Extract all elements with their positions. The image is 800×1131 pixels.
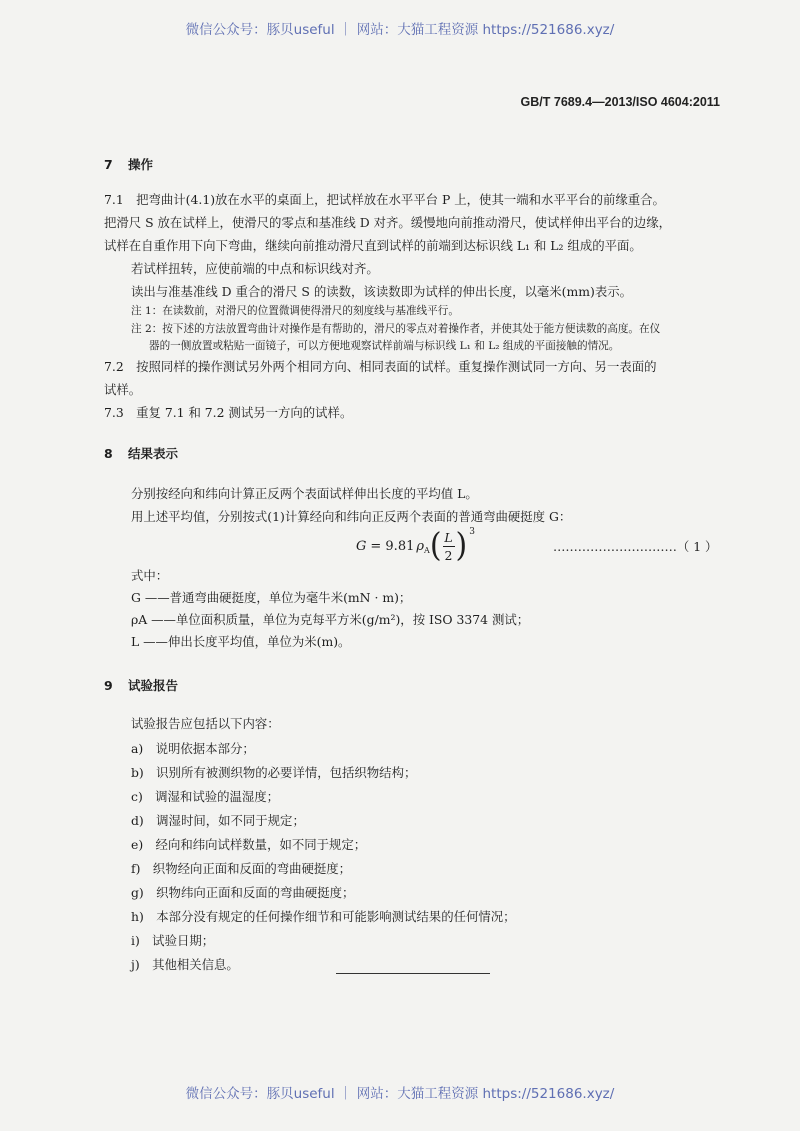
report-intro: 试验报告应包括以下内容： — [131, 716, 280, 731]
section-title: 试验报告 — [128, 678, 179, 693]
report-item: c) 调湿和试验的温湿度； — [131, 789, 280, 804]
section-title: 结果表示 — [128, 446, 179, 461]
section-number: 9 — [104, 678, 113, 693]
paragraph-7-1-reading: 读出与准基准线 D 重合的滑尺 S 的读数，该读数即为试样的伸出长度，以毫米(mm)表示。 — [131, 284, 633, 299]
formula-denominator: 2 — [444, 547, 453, 563]
paragraph-8-average: 分别按经向和纬向计算正反两个表面试样伸出长度的平均值 L。 — [131, 486, 478, 501]
report-item: f) 织物经向正面和反面的弯曲硬挺度； — [131, 861, 352, 876]
formula-fraction — [443, 530, 455, 563]
variable-g-definition: G ——普通弯曲硬挺度，单位为毫牛米(mN · m)； — [131, 590, 412, 605]
note-2-line-1: 注 2：按下述的方法放置弯曲计对操作是有帮助的，滑尺的零点对着操作者，并使其处于能方便读数的高度。在仪 — [131, 323, 661, 335]
where-label: 式中： — [131, 568, 169, 583]
report-item: g) 织物纬向正面和反面的弯曲硬挺度； — [131, 885, 355, 900]
section-number: 7 — [104, 157, 113, 172]
section-title: 操作 — [128, 157, 154, 172]
report-item: i) 试验日期； — [131, 933, 215, 948]
report-item: a) 说明依据本部分； — [131, 741, 255, 756]
formula-rho: ρ — [416, 538, 425, 554]
report-item: d) 调湿时间，如不同于规定； — [131, 813, 305, 828]
formula-exponent: 3 — [469, 527, 475, 537]
equation-number: …………………………（ 1 ） — [553, 539, 718, 554]
paragraph-8-formula-intro: 用上述平均值，分别按式(1)计算经向和纬向正反两个表面的普通弯曲硬挺度 G： — [131, 509, 572, 524]
paragraph-7-1-line-1: 7.1 把弯曲计(4.1)放在水平的桌面上，把试样放在水平平台 P 上，使其一端和水平平台的前缘重合。 — [104, 192, 665, 207]
watermark-bottom: 微信公众号：豚贝useful ｜ 网站：大猫工程资源 https://521686.xyz/ — [185, 1086, 615, 1102]
variable-l-definition: L ——伸出长度平均值，单位为米(m)。 — [131, 634, 351, 649]
end-rule — [336, 973, 490, 974]
report-item: e) 经向和纬向试样数量，如不同于规定； — [131, 837, 367, 852]
paragraph-7-2-line-1: 7.2 按照同样的操作测试另外两个相同方向、相同表面的试样。重复操作测试同一方向、另一表面的 — [104, 359, 657, 374]
variable-rho-definition: ρA ——单位面积质量，单位为克每平方米(g/m²)，按 ISO 3374 测试； — [131, 612, 530, 627]
formula-rho-subscript: A — [424, 545, 430, 555]
section-7-heading — [104, 155, 153, 173]
note-1: 注 1：在读数前，对滑尺的位置微调使得滑尺的刻度线与基准线平行。 — [131, 305, 459, 317]
paragraph-7-1-twist: 若试样扭转，应使前端的中点和标识线对齐。 — [131, 261, 379, 276]
report-item: h) 本部分没有规定的任何操作细节和可能影响测试结果的任何情况； — [131, 909, 516, 924]
report-item: j) 其他相关信息。 — [131, 957, 239, 972]
formula-coefficient: = 9.81 — [370, 538, 415, 554]
section-8-heading — [104, 444, 178, 462]
formula-left-paren: ( — [429, 526, 442, 565]
formula-1 — [356, 526, 475, 566]
formula-right-paren: ) — [455, 526, 468, 565]
paragraph-7-1-line-3: 试样在自重作用下向下弯曲，继续向前推动滑尺直到试样的前端到达标识线 L₁ 和 L₂ 组成的平面。 — [104, 238, 642, 253]
paragraph-7-1-line-2: 把滑尺 S 放在试样上，使滑尺的零点和基准线 D 对齐。缓慢地向前推动滑尺，使试样伸出平台的边缘， — [104, 215, 671, 230]
standard-code: GB/T 7689.4—2013/ISO 4604:2011 — [520, 95, 720, 109]
formula-lhs: G — [356, 538, 367, 554]
note-2-line-2: 器的一侧放置或粘贴一面镜子，可以方便地观察试样前端与标识线 L₁ 和 L₂ 组成的平面接触的情况。 — [149, 340, 620, 352]
paragraph-7-2-line-2: 试样。 — [104, 382, 142, 397]
paragraph-7-3: 7.3 重复 7.1 和 7.2 测试另一方向的试样。 — [104, 405, 353, 420]
formula-numerator: L — [444, 529, 453, 545]
watermark-top: 微信公众号：豚贝useful ｜ 网站：大猫工程资源 https://521686.xyz/ — [185, 22, 615, 38]
section-9-heading — [104, 676, 178, 694]
report-item: b) 识别所有被测织物的必要详情，包括织物结构； — [131, 765, 417, 780]
section-number: 8 — [104, 446, 113, 461]
fraction-bar — [443, 546, 455, 547]
